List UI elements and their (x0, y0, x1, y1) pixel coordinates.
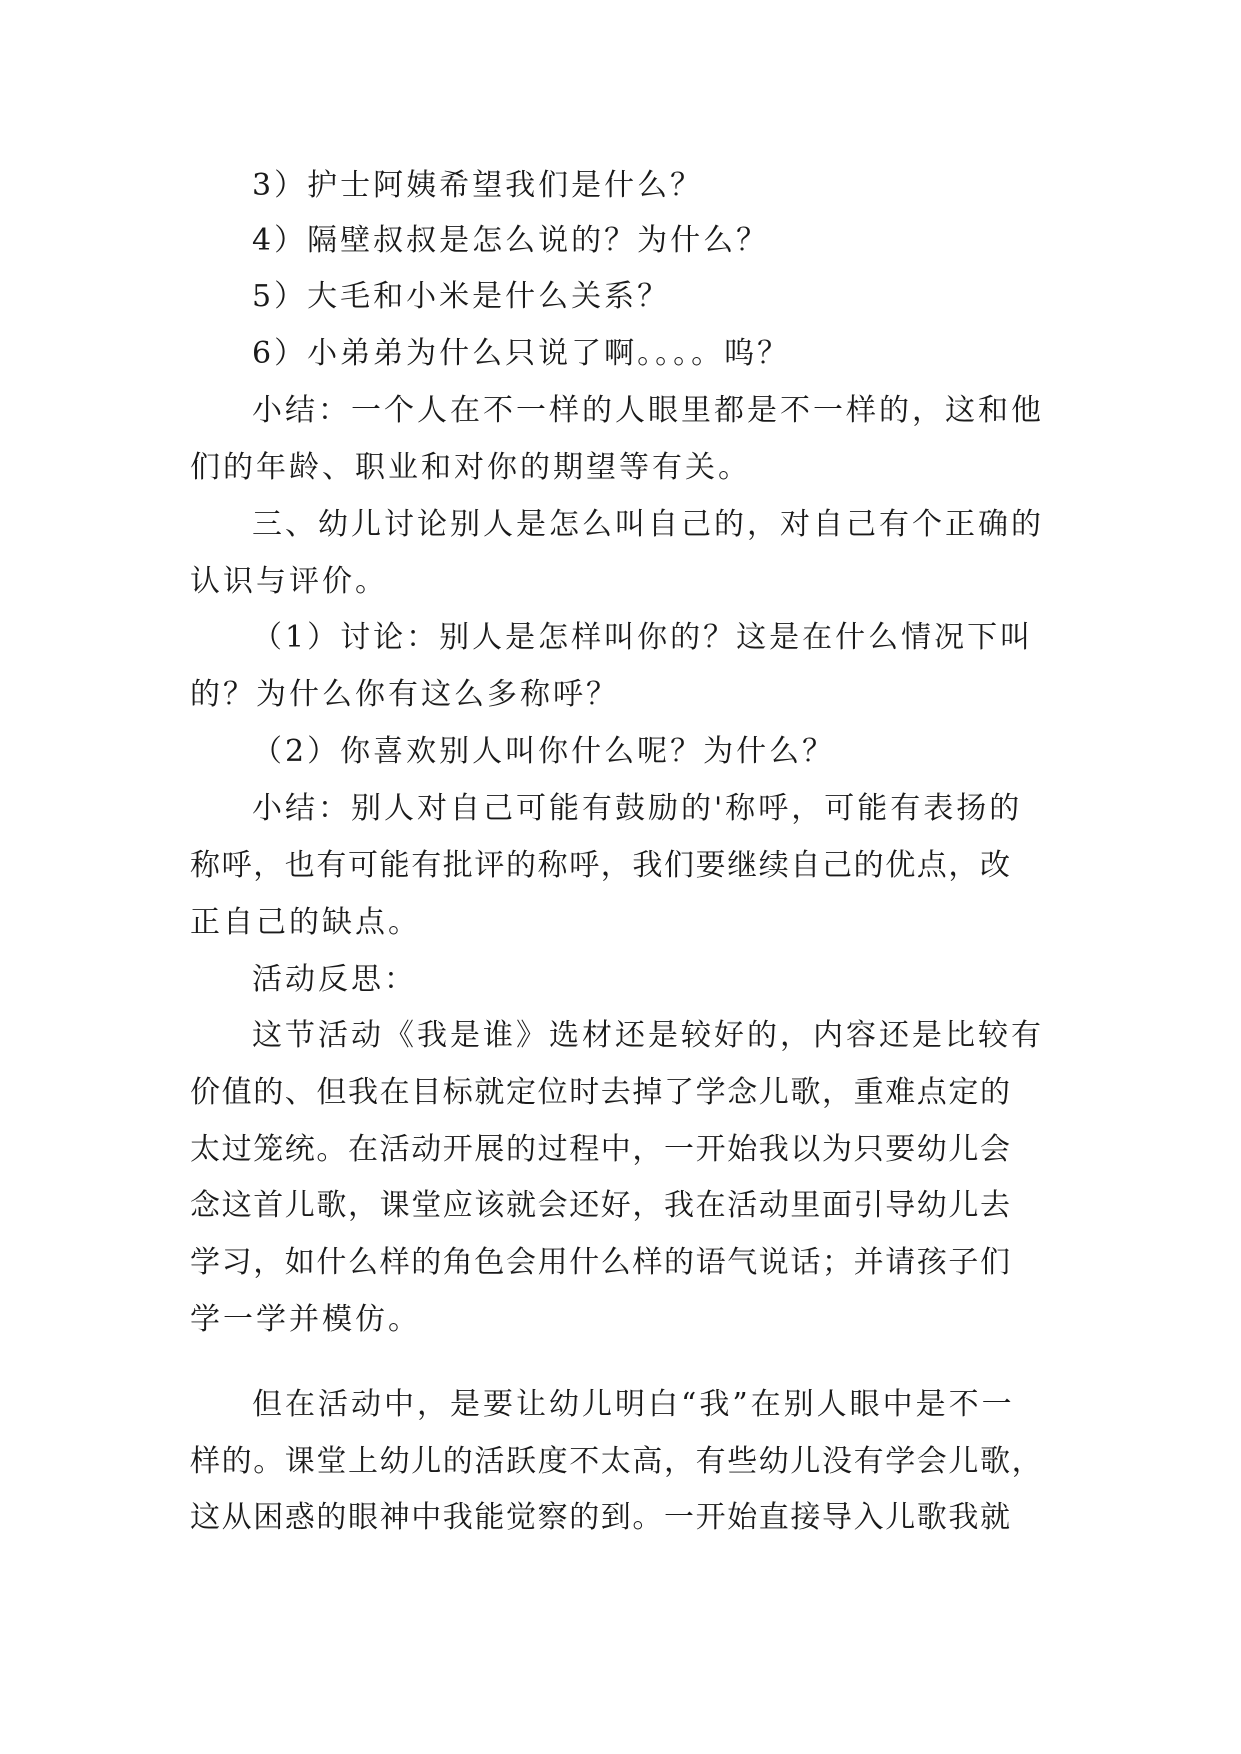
text-line: 价值的、但我在目标就定位时去掉了学念儿歌，重难点定的 (190, 1075, 1012, 1110)
text-line: 小结：一个人在不一样的人眼里都是不一样的，这和他 (252, 393, 1044, 428)
text-line: 太过笼统。在活动开展的过程中，一开始我以为只要幼儿会 (190, 1132, 1012, 1167)
text-line: （2）你喜欢别人叫你什么呢？为什么？ (252, 734, 836, 769)
text-line: 6）小弟弟为什么只说了啊。。。。呜？ (252, 336, 791, 371)
text-line: 认识与评价。 (190, 564, 388, 599)
text-line: 但在活动中，是要让幼儿明白“我”在别人眼中是不一 (252, 1387, 1015, 1422)
text-line: 学一学并模仿。 (190, 1302, 421, 1337)
text-line: （1）讨论：别人是怎样叫你的？这是在什么情况下叫 (252, 620, 1034, 655)
text-line: 三、幼儿讨论别人是怎么叫自己的，对自己有个正确的 (252, 507, 1044, 542)
text-line: 称呼，也有可能有批评的称呼，我们要继续自己的优点，改 (190, 848, 1012, 883)
text-line: 的？为什么你有这么多称呼？ (190, 677, 619, 712)
text-line: 念这首儿歌，课堂应该就会还好，我在活动里面引导幼儿去 (190, 1188, 1012, 1223)
text-line: 这节活动《我是谁》选材还是较好的，内容还是比较有 (252, 1018, 1044, 1053)
text-line: 5）大毛和小米是什么关系？ (252, 279, 671, 314)
text-line: 4）隔壁叔叔是怎么说的？为什么？ (252, 223, 770, 258)
text-line: 活动反思： (252, 962, 417, 997)
text-line: 样的。课堂上幼儿的活跃度不太高，有些幼儿没有学会儿歌， (190, 1444, 1044, 1479)
text-line: 正自己的缺点。 (190, 905, 421, 940)
text-line: 小结：别人对自己可能有鼓励的'称呼，可能有表扬的 (252, 791, 1023, 826)
text-line: 学习，如什么样的角色会用什么样的语气说话；并请孩子们 (190, 1245, 1012, 1280)
text-line: 这从困惑的眼神中我能觉察的到。一开始直接导入儿歌我就 (190, 1500, 1012, 1535)
text-line: 们的年龄、职业和对你的期望等有关。 (190, 450, 751, 485)
text-line: 3）护士阿姨希望我们是什么？ (252, 168, 704, 203)
